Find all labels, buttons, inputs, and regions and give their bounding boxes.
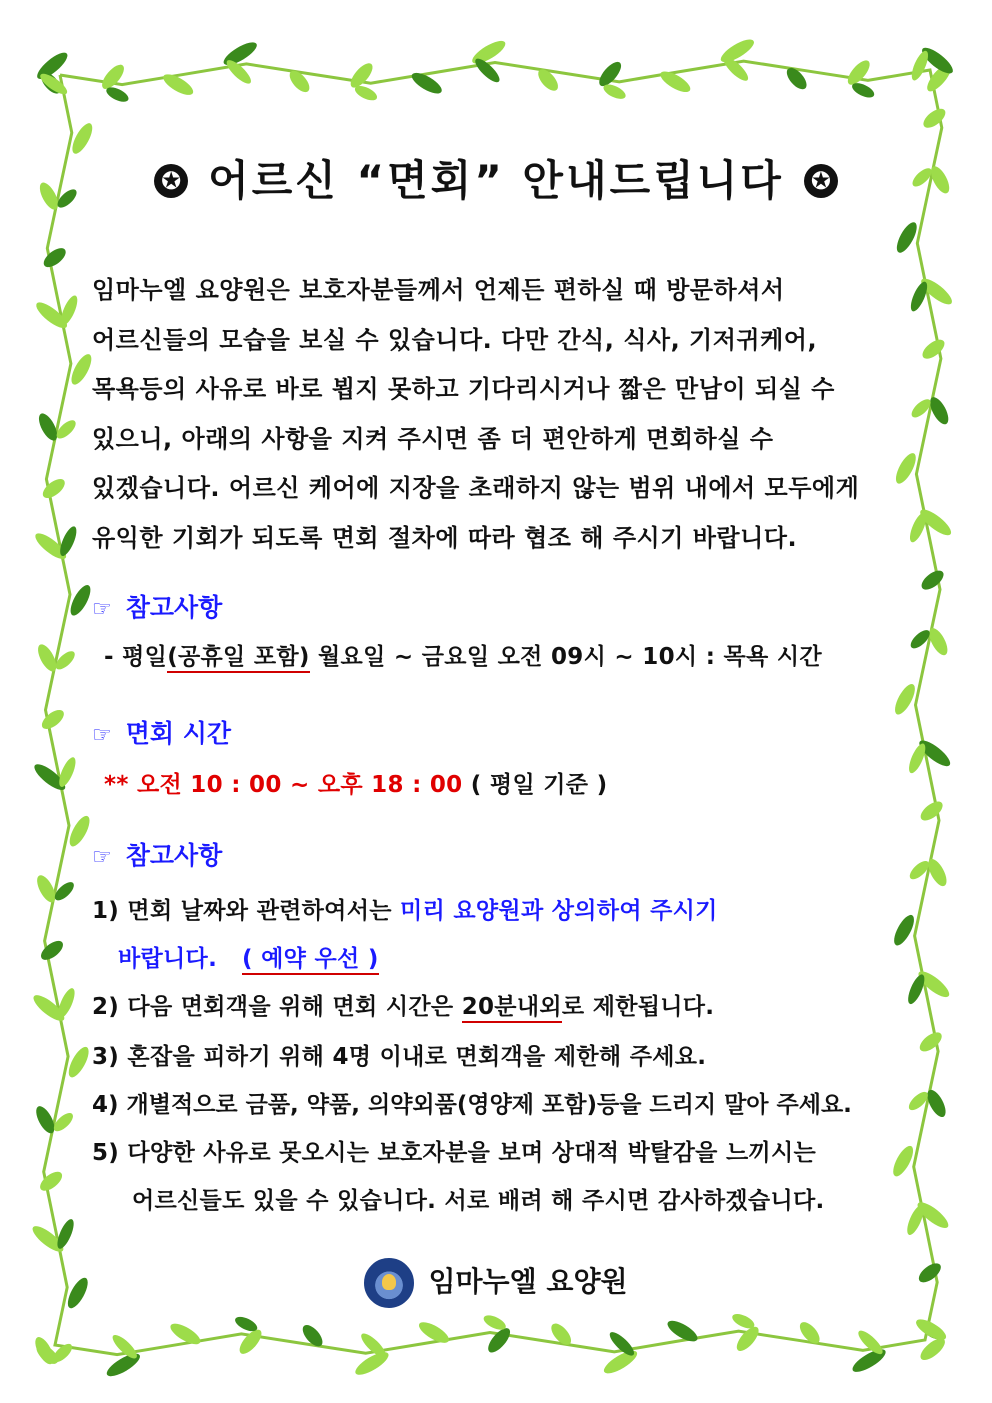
leaf bbox=[66, 813, 94, 849]
line-text: 4) 개별적으로 금품, 약품, 의약외품(영양제 포함)등을 드리지 말아 주세요. bbox=[92, 1092, 852, 1118]
bath-time-line bbox=[104, 638, 934, 671]
intro-line: 어르신들의 모습을 보실 수 있습니다. 다만 간식, 식사, 기저귀케어, bbox=[92, 325, 818, 354]
intro-line: 있겠습니다. 어르신 케어에 지장을 초래하지 않는 범위 내에서 모두에게 bbox=[92, 474, 860, 502]
intro-line: 임마누엘 요양원은 보호자분들께서 언제든 편하실 때 방문하셔서 bbox=[92, 276, 785, 304]
heading-text: 참고사항 bbox=[125, 593, 223, 622]
star-icon: ✪ bbox=[804, 164, 838, 198]
leaf bbox=[39, 706, 67, 732]
rule-item-3 bbox=[92, 1038, 922, 1071]
line-text: 어르신들도 있을 수 있습니다. 서로 배려 해 주시면 감사하겠습니다. bbox=[132, 1188, 825, 1214]
leaf bbox=[40, 475, 68, 501]
title-text: 어르신 “면회” 안내드립니다 bbox=[208, 156, 784, 205]
leaf bbox=[917, 798, 945, 824]
rule-item-2 bbox=[92, 988, 922, 1021]
section-reference-1 bbox=[92, 588, 922, 624]
pointing-hand-icon: ☞ bbox=[92, 723, 112, 748]
star-icon: ✪ bbox=[154, 164, 188, 198]
leaf bbox=[918, 567, 946, 593]
pointing-hand-icon: ☞ bbox=[92, 845, 112, 870]
rule-item-5 bbox=[92, 1134, 922, 1167]
line-text: 월요일 ~ 금요일 오전 09시 ~ 10시 : 목욕 시간 bbox=[309, 644, 822, 670]
leaf bbox=[919, 336, 947, 362]
rule-item-1-cont bbox=[118, 940, 948, 973]
consult-note: 미리 요양원과 상의하여 주시기 bbox=[400, 898, 718, 924]
intro-paragraph bbox=[92, 266, 902, 563]
section-heading bbox=[92, 836, 922, 872]
leaf bbox=[37, 1168, 65, 1194]
leaf bbox=[40, 245, 68, 271]
leaf bbox=[920, 105, 948, 131]
visit-hours-basis: ( 평일 기준 ) bbox=[462, 772, 608, 798]
holiday-note: (공휴일 포함) bbox=[167, 644, 310, 673]
rule-item-1 bbox=[92, 892, 922, 925]
intro-line: 있으니, 아래의 사항을 지켜 주시면 좀 더 편안하게 면회하실 수 bbox=[92, 424, 774, 453]
intro-line: 유익한 기회가 되도록 면회 절차에 따라 협조 해 주시기 바랍니다. bbox=[92, 523, 798, 552]
leaf bbox=[67, 582, 95, 618]
section-heading bbox=[92, 714, 922, 750]
leaf bbox=[38, 937, 66, 963]
section-heading bbox=[92, 588, 922, 624]
pointing-hand-icon: ☞ bbox=[92, 597, 112, 622]
section-reference-2 bbox=[92, 836, 922, 872]
leaf bbox=[893, 219, 921, 255]
rule-item-5-cont bbox=[132, 1182, 962, 1215]
intro-line: 목욕등의 사유로 바로 뵙지 못하고 기다리시거나 짧은 만남이 되실 수 bbox=[92, 375, 835, 403]
heading-text: 면회 시간 bbox=[125, 719, 232, 748]
line-text: 3) 혼잡을 피하기 위해 4명 이내로 면회객을 제한해 주세요. bbox=[92, 1044, 707, 1070]
leaf bbox=[65, 1044, 93, 1080]
line-text: 바랍니다. bbox=[118, 946, 218, 972]
time-limit: 20분내외 bbox=[462, 994, 562, 1023]
org-name: 임마누엘 요양원 bbox=[428, 1265, 628, 1298]
section-visit-hours bbox=[92, 714, 922, 750]
leaf bbox=[908, 49, 931, 83]
page-title bbox=[0, 148, 992, 208]
line-text: 2) 다음 면회객을 위해 면회 시간은 bbox=[92, 994, 462, 1020]
rule-item-4 bbox=[92, 1086, 922, 1119]
leaf bbox=[891, 681, 919, 717]
reservation-note: ( 예약 우선 ) bbox=[242, 946, 379, 975]
footer-signature bbox=[0, 1258, 992, 1308]
line-text: 1) 면회 날짜와 관련하여서는 bbox=[92, 898, 401, 924]
visit-hours-line bbox=[104, 766, 934, 799]
line-text: 5) 다양한 사유로 못오시는 보호자분을 보며 상대적 박탈감을 느끼시는 bbox=[92, 1140, 817, 1166]
line-text: 로 제한됩니다. bbox=[561, 994, 715, 1020]
visit-hours-time: ** 오전 10 : 00 ~ 오후 18 : 00 bbox=[104, 772, 463, 798]
organization-logo-icon bbox=[364, 1258, 414, 1308]
line-text: - 평일 bbox=[104, 644, 168, 670]
heading-text: 참고사항 bbox=[125, 841, 223, 870]
